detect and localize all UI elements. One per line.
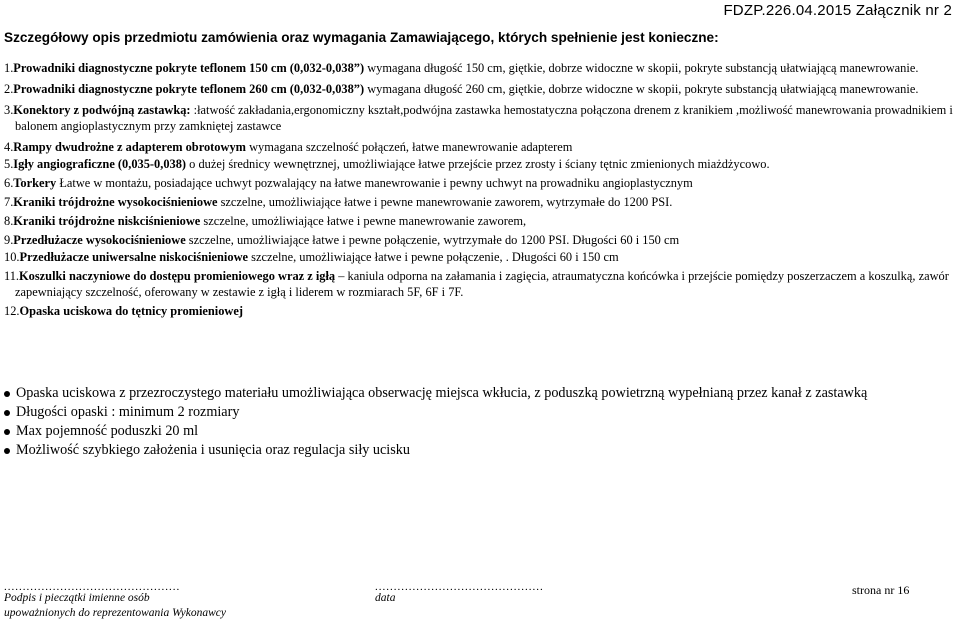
item-description: szczelne, umożliwiające łatwe i pewne połączenie, wytrzymałe do 1200 PSI. Długości 60 i 150 cm xyxy=(185,233,680,247)
date-block xyxy=(375,583,555,606)
signature-caption-2: upoważnionych do reprezentowania Wykonawcy xyxy=(4,607,226,619)
armband-requirements-list xyxy=(4,384,954,460)
item-number: 10. xyxy=(4,250,20,264)
bullet-item xyxy=(4,403,954,422)
item-number: 12. xyxy=(4,304,20,318)
item-heading: Konektory z podwójną zastawką: xyxy=(13,103,191,117)
item-description: o dużej średnicy wewnętrznej, umożliwiające łatwe przejście przez zrosty i ściany tętnic zmienionych miażdżycowo. xyxy=(186,157,770,171)
requirement-item xyxy=(4,139,954,155)
bullet-text: Możliwość szybkiego założenia i usunięcia oraz regulacja siły ucisku xyxy=(16,442,410,458)
item-heading: Kraniki trójdrożne niskciśnieniowe xyxy=(13,214,201,228)
item-number: 6. xyxy=(4,176,14,190)
requirement-item xyxy=(4,156,954,172)
bullet-item xyxy=(4,441,954,460)
item-heading: Kraniki trójdrożne wysokociśnieniowe xyxy=(13,195,218,209)
item-heading: Przedłużacze wysokociśnieniowe xyxy=(13,233,186,247)
requirement-item xyxy=(4,249,954,265)
document-title: Szczegółowy opis przedmiotu zamówienia oraz wymagania Zamawiającego, których spełnienie jest konieczne: xyxy=(4,30,719,45)
item-number: 3. xyxy=(4,103,14,117)
bullet-text: Max pojemność poduszki 20 ml xyxy=(16,423,199,439)
item-description: wymagana długość 260 cm, giętkie, dobrze widoczne w skopii, pokryte substancją ułatwiającą manewrowanie. xyxy=(364,82,919,96)
bullet-dot-icon xyxy=(4,391,10,397)
bullet-text: Długości opaski : minimum 2 rozmiary xyxy=(16,404,240,420)
item-heading: Prowadniki diagnostyczne pokryte teflonem 260 cm (0,032-0,038”) xyxy=(13,82,365,96)
item-heading: Przedłużacze uniwersalne niskociśnieniowe xyxy=(19,250,249,264)
item-number: 7. xyxy=(4,195,14,209)
item-number: 5. xyxy=(4,157,14,171)
item-heading: Igły angiograficzne (0,035-0,038) xyxy=(13,157,187,171)
requirement-item xyxy=(4,102,954,134)
bullet-dot-icon xyxy=(4,448,10,454)
signature-caption-1: Podpis i pieczątki imienne osób xyxy=(4,592,150,604)
requirement-item xyxy=(4,232,954,248)
item-description: :łatwość zakładania,ergonomiczny kształt,podwójna zastawka hemostatyczna połączona drenem z kranikiem ,możliwość manewrowania prowadnikiem i balonem angioplastycznym przy zamkniętej zastawce xyxy=(15,103,953,133)
item-heading: Rampy dwudrożne z adapterem obrotowym xyxy=(13,140,246,154)
item-description: wymagana długość 150 cm, giętkie, dobrze widoczne w skopii, pokryte substancją ułatwiającą manewrowanie. xyxy=(364,61,919,75)
document-reference: FDZP.226.04.2015 Załącznik nr 2 xyxy=(723,2,952,19)
signature-dots: ............................................... xyxy=(4,581,181,593)
item-heading: Torkery xyxy=(13,176,57,190)
item-heading: Opaska uciskowa do tętnicy promieniowej xyxy=(19,304,244,318)
item-number: 11. xyxy=(4,269,20,283)
requirement-item xyxy=(4,175,954,191)
item-number: 8. xyxy=(4,214,14,228)
bullet-dot-icon xyxy=(4,429,10,435)
requirements-list xyxy=(4,60,954,324)
requirement-item xyxy=(4,60,954,76)
item-number: 4. xyxy=(4,140,14,154)
date-caption: data xyxy=(375,592,396,604)
bullet-dot-icon xyxy=(4,410,10,416)
item-description: szczelne, umożliwiające łatwe i pewne połączenie, . Długości 60 i 150 cm xyxy=(248,250,619,264)
requirement-item xyxy=(4,81,954,97)
item-description: wymagana szczelność połączeń, łatwe manewrowanie adapterem xyxy=(245,140,573,154)
bullet-item xyxy=(4,422,954,441)
item-heading: Prowadniki diagnostyczne pokryte teflonem 150 cm (0,032-0,038”) xyxy=(13,61,365,75)
item-description: szczelne, umożliwiające łatwe i pewne manewrowanie zaworem, wytrzymałe do 1200 PSI. xyxy=(217,195,673,209)
page-number: strona nr 16 xyxy=(852,583,910,597)
item-description: – kaniula odporna na załamania i zagięcia, atraumatyczna końcówka i przejście pomiędzy poszerzaczem a koszulką, zawór zapewniający szczelność, oferowany w zestawie z igłą i liderem w rozmiarach 5F, 6F i 7F. xyxy=(15,269,949,299)
requirement-item xyxy=(4,268,954,300)
bullet-item xyxy=(4,384,954,403)
item-description: szczelne, umożliwiające łatwe i pewne manewrowanie zaworem, xyxy=(200,214,527,228)
date-dots: ............................................. xyxy=(375,581,544,593)
signature-block xyxy=(4,583,304,621)
requirement-item xyxy=(4,194,954,210)
bullet-text: Opaska uciskowa z przezroczystego materiału umożliwiająca obserwację miejsca wkłucia, z poduszką powietrzną wypełnianą przez kanał z zastawką xyxy=(16,385,868,401)
item-number: 1. xyxy=(4,61,14,75)
requirement-item xyxy=(4,303,954,319)
item-number: 2. xyxy=(4,82,14,96)
item-heading: Koszulki naczyniowe do dostępu promieniowego wraz z igłą xyxy=(19,269,336,283)
item-number: 9. xyxy=(4,233,14,247)
requirement-item xyxy=(4,213,954,229)
item-description: Łatwe w montażu, posiadające uchwyt pozwalający na łatwe manewrowanie i pewny uchwyt na prowadniku angioplastycznym xyxy=(56,176,693,190)
